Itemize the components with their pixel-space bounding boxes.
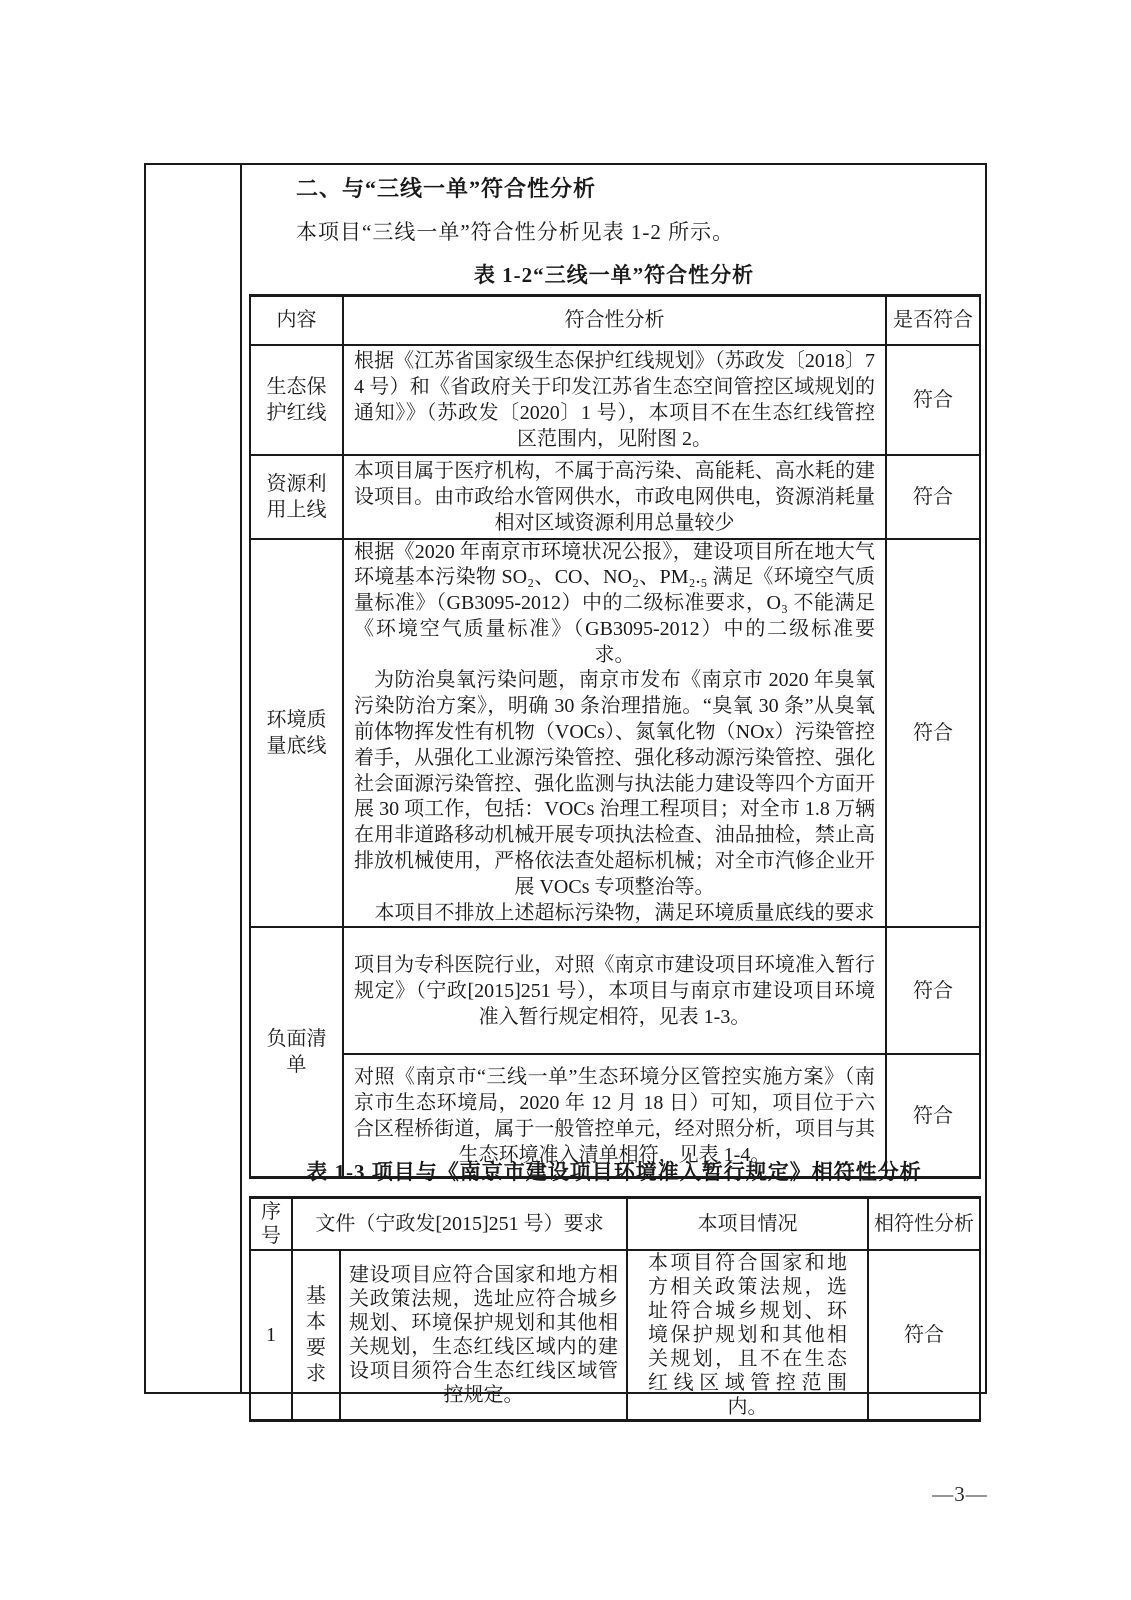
header-project: 本项目情况 — [627, 1198, 868, 1251]
header-content: 内容 — [250, 296, 343, 345]
row-resource-upper — [250, 455, 980, 539]
cell-project-situation: 本项目符合国家和地方相关政策法规，选址符合城乡规划、环境保护规划和其他相关规划，且不在生态红线区域管控范围内。 — [627, 1250, 868, 1421]
analysis-env-quality — [343, 539, 886, 928]
analysis-resource-upper: 本项目属于医疗机构，不属于高污染、高能耗、高水耗的建设项目。由市政给水管网供水，市政电网供电，资源消耗量相对区域资源利用总量较少 — [343, 455, 886, 539]
header-no: 序号 — [250, 1198, 292, 1251]
verdict-resource-upper: 符合 — [886, 455, 980, 539]
verdict-env-quality: 符合 — [886, 539, 980, 928]
header-compliance: 相符性分析 — [868, 1198, 980, 1251]
row-label-eco-redline: 生态保护红线 — [250, 345, 343, 455]
cell-category — [292, 1250, 340, 1421]
table1-3-header-row — [250, 1198, 980, 1251]
row-label-negative-list: 负面清单 — [250, 927, 343, 1177]
header-compliant: 是否符合 — [886, 296, 980, 345]
cell-row-number: 1 — [250, 1250, 292, 1421]
header-requirement: 文件（宁政发[2015]251 号）要求 — [292, 1198, 627, 1251]
env-quality-paragraph-3: 本项目不排放上述超标污染物，满足环境质量底线的要求 — [374, 901, 875, 924]
analysis-negative-list-1: 项目为专科医院行业，对照《南京市建设项目环境准入暂行规定》（宁政[2015]251 号），本项目与南京市建设项目环境准入暂行规定相符，见表 1-3。 — [343, 927, 886, 1054]
table1-2-header-row — [250, 296, 980, 345]
env-quality-paragraph-1: 根据《2020 年南京市环境状况公报》，建设项目所在地大气环境基本污染物 SO₂、CO、NO₂、PM₂.₅ 满足《环境空气质量标准》（GB3095-2012）中的二级标准要求，O₃ 不能满足《环境空气质量标准》（GB3095-2012）中的二级标准要求。 — [354, 540, 875, 666]
cell-requirement: 建设项目应符合国家和地方相关政策法规，选址应符合城乡规划、环境保护规划和其他相关规划，生态红线区域内的建设项目须符合生态红线区域管控规定。 — [340, 1250, 627, 1421]
category-vertical-text: 基本要求 — [306, 1285, 326, 1385]
table1-2-title: 表 1-2“三线一单”符合性分析 — [473, 263, 755, 287]
verdict-eco-redline: 符合 — [886, 345, 980, 455]
analysis-negative-list-2: 对照《南京市“三线一单”生态环境分区管控实施方案》（南京市生态环境局，2020 年 12 月 18 日）可知，项目位于六合区程桥街道，属于一般管控单元，经对照分析，项目与其生态环境准入清单相符，见表 1-4。 — [343, 1054, 886, 1177]
table-1-2 — [249, 294, 981, 1179]
row-env-quality — [250, 539, 980, 928]
table1-3-title: 表 1-3 项目与《南京市建设项目环境准入暂行规定》相符性分析 — [306, 1160, 922, 1184]
cell-verdict: 符合 — [868, 1250, 980, 1421]
verdict-negative-list-1: 符合 — [886, 927, 980, 1054]
row-label-resource-upper: 资源利用上线 — [250, 455, 343, 539]
table-1-3 — [249, 1196, 981, 1422]
page-number: —3— — [932, 1482, 988, 1506]
form-column-divider — [240, 165, 242, 1392]
section-heading: 二、与“三线一单”符合性分析 — [296, 176, 597, 201]
intro-paragraph: 本项目“三线一单”符合性分析见表 1-2 所示。 — [296, 220, 735, 244]
env-quality-paragraph-2: 为防治臭氧污染问题，南京市发布《南京市 2020 年臭氧污染防治方案》，明确 30 条治理措施。“臭氧 30 条”从臭氧前体物挥发性有机物（VOCs）、氮氧化物（NOx）污染管控着手，从强化工业源污染管控、强化移动源污染管控、强化社会面源污染管控、强化监测与执法能力建设等四个方面开展 30 项工作，包括：VOCs 治理工程项目；对全市 1.8 万辆在用非道路移动机械开展专项执法检查、油品抽检，禁止高排放机械使用，严格依法查处超标机械；对全市汽修企业开展 VOCs 专项整治等。 — [354, 669, 875, 898]
analysis-eco-redline: 根据《江苏省国家级生态保护红线规划》（苏政发〔2018〕74 号）和《省政府关于印发江苏省生态空间管控区域规划的通知》》（苏政发〔2020〕1 号），本项目不在生态红线管控区范围内，见附图 2。 — [343, 345, 886, 455]
table1-3-row-1 — [250, 1250, 980, 1421]
row-eco-redline — [250, 345, 980, 455]
verdict-negative-list-2: 符合 — [886, 1054, 980, 1177]
row-label-env-quality: 环境质量底线 — [250, 539, 343, 928]
row-negative-list-1 — [250, 927, 980, 1054]
header-analysis: 符合性分析 — [343, 296, 886, 345]
